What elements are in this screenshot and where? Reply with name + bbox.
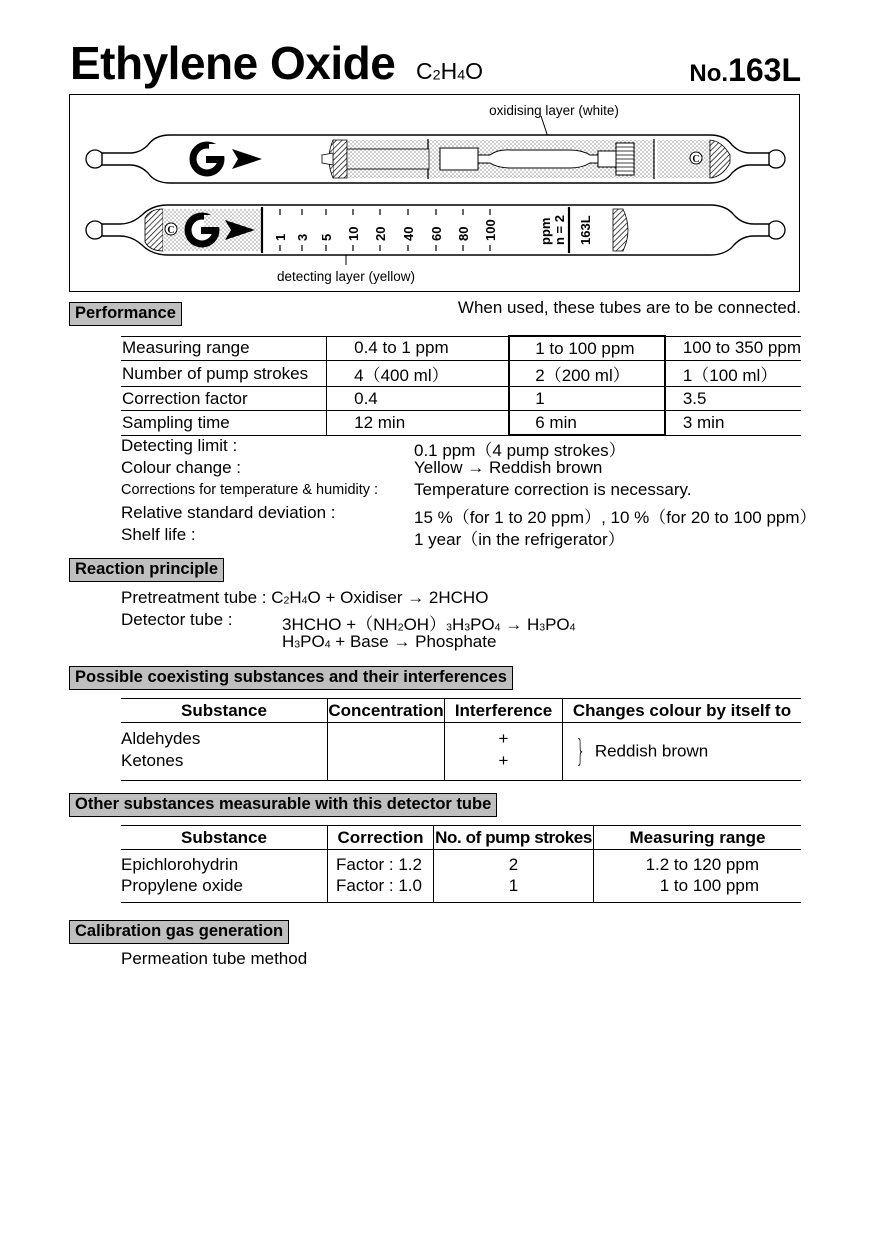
column-header: Substance [121,699,328,723]
cell: 100 to 350 ppm [665,336,801,361]
strokes-value: 1 [434,876,594,903]
scale-strokes: n = 2 [552,215,567,245]
detail-label: Relative standard deviation : [121,503,336,522]
column-header: Changes colour by itself to [563,699,802,723]
cell: 1 to 100 ppm [509,336,665,361]
cell: 12 min [327,411,510,436]
scale-label: 20 [373,226,388,241]
pretreatment-label: Pretreatment tube : [121,588,267,607]
other-substances-heading: Other substances measurable with this detector tube [69,793,497,817]
scale-label: 80 [456,226,471,241]
range-value: 1.2 to 120 ppm [594,850,802,877]
cell: 1 [509,387,665,411]
detail-value: 15 %（for 1 to 20 ppm）, 10 %（for 20 to 100 ppm） [414,508,817,527]
pretreatment-equation: Pretreatment tube : $C_2H_4O$ + Oxidiser → 2HCHO [121,588,489,607]
substance-name: Propylene oxide [121,876,328,903]
cell: 1（100 ml） [665,361,801,387]
chemical-formula: $C_2H_4O$ [416,58,484,84]
cell: 2（200 ml） [509,361,665,387]
colour-cell [563,723,802,781]
page-title: Ethylene Oxide [70,37,396,89]
row-label: Correction factor [121,387,327,411]
reaction-heading: Reaction principle [69,558,224,582]
table-row [121,876,801,903]
substance-name: Ketones [121,751,184,770]
detail-value: Temperature correction is necessary. [414,480,692,499]
calibration-heading: Calibration gas generation [69,920,289,944]
range-value: 1 to 100 ppm [594,876,802,903]
copyright-mark-bottom: C [167,225,175,236]
table-row [121,850,801,877]
cell: 0.4 to 1 ppm [327,336,510,361]
interference-mark: + [498,729,509,748]
substance-name: Aldehydes [121,729,201,748]
column-header: Interference [445,699,563,723]
table-row [121,336,801,361]
detail-value: 1 year（in the refrigerator） [414,530,625,549]
table-row [121,361,801,387]
colour-change-value: Reddish brown [594,741,709,761]
column-header: Measuring range [594,826,802,850]
oxidising-layer-label: oxidising layer (white) [489,103,619,118]
scale-label: 10 [346,226,361,241]
detector-equation-2: $H_3PO_4$ + Base → Phosphate [282,632,497,651]
interference-mark: + [498,751,509,770]
substance-name: Epichlorohydrin [121,855,239,874]
tube-code: 163L [578,215,593,245]
scale-unit: ppm [538,217,553,245]
strokes-value: 2 [434,850,594,877]
column-header: No. of pump strokes [434,826,594,850]
row-label: Measuring range [121,336,327,361]
scale-label: 1 [273,233,288,241]
substance-cell [121,723,328,781]
row-label: Number of pump strokes [121,361,327,387]
detail-value: Yellow → Reddish brown [414,458,603,477]
detector-label: Detector tube : [121,610,233,629]
tube-illustration [70,95,801,293]
copyright-mark: C [692,154,700,165]
detail-label: Shelf life : [121,525,196,544]
scale-label: 60 [429,226,444,241]
performance-heading: Performance [69,302,182,326]
performance-table [121,335,801,436]
cell: 3 min [665,411,801,436]
coexisting-heading: Possible coexisting substances and their interferences [69,666,513,690]
interference-cell [445,723,563,781]
table-row [121,387,801,411]
row-label: Sampling time [121,411,327,436]
cell: 4（400 ml） [327,361,510,387]
detector-equation-1: 3HCHO $+(NH_2OH)_3H_3PO_4 \to H_3PO_4$ [282,615,576,634]
pretreatment-tube [86,116,785,183]
brace-icon: } [575,734,586,769]
detail-label: Corrections for temperature & humidity : [121,482,379,498]
scale-label: 40 [401,226,416,241]
coexisting-table [121,698,801,781]
scale-label: 5 [319,233,334,241]
detecting-layer-label: detecting layer (yellow) [276,269,416,284]
cell: 0.4 [327,387,510,411]
column-header: Substance [121,826,328,850]
table-row [121,723,801,781]
detail-value: 0.1 ppm（4 pump strokes） [414,441,626,460]
concentration-cell [328,723,445,781]
scale-label: 100 [483,219,498,241]
detector-tube-figure [69,94,800,292]
cell: 6 min [509,411,665,436]
scale-label: 3 [295,233,310,241]
detector-tube [86,205,785,265]
table-row [121,411,801,436]
calibration-method: Permeation tube method [121,949,308,968]
detail-label: Colour change : [121,458,242,477]
correction-value: Factor : 1.2 [328,850,434,877]
column-header: Concentration [328,699,445,723]
other-substances-table [121,825,801,903]
product-number: No.163L [689,52,801,88]
column-header: Correction [328,826,434,850]
correction-value: Factor : 1.0 [328,876,434,903]
connection-note: When used, these tubes are to be connected. [457,298,801,317]
cell: 3.5 [665,387,801,411]
detail-label: Detecting limit : [121,436,238,455]
